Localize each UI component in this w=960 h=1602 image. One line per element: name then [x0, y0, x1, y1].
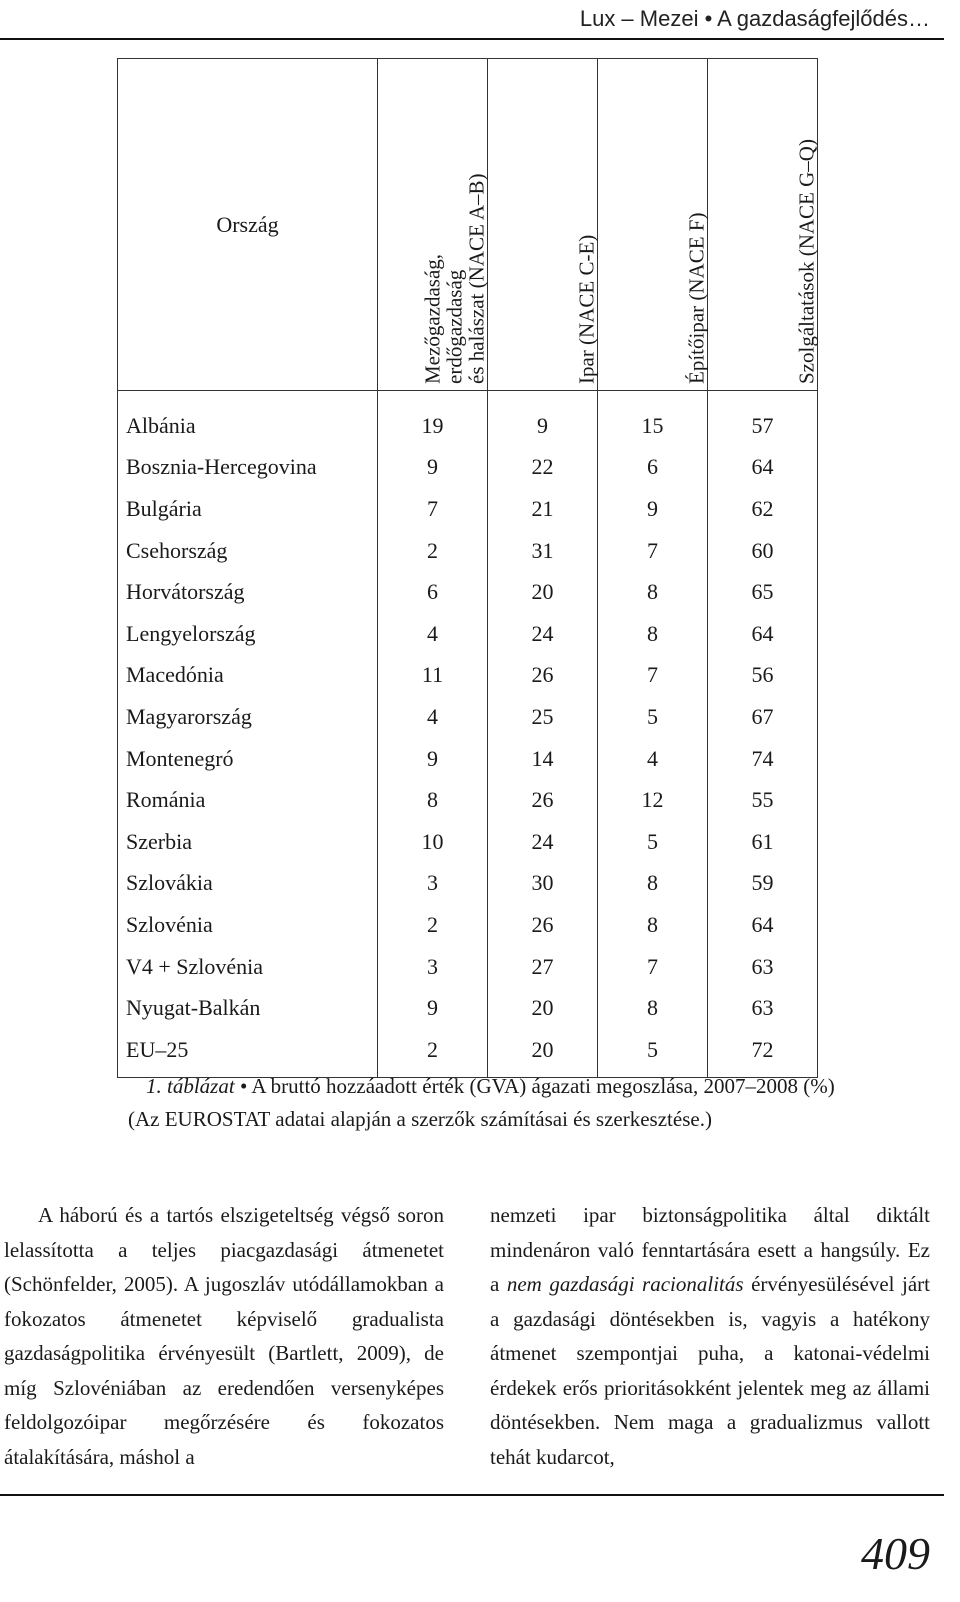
- cell-industry: 31: [488, 530, 598, 572]
- cell-construction: 5: [598, 1029, 708, 1077]
- caption-text: A bruttó hozzáadott érték (GVA) ágazati megoszlása, 2007–2008 (%): [251, 1074, 835, 1098]
- cell-construction: 7: [598, 530, 708, 572]
- cell-services: 57: [708, 391, 818, 447]
- cell-construction: 12: [598, 779, 708, 821]
- header-country: Ország: [118, 59, 378, 391]
- cell-country: Lengyelország: [118, 613, 378, 655]
- cell-services: 59: [708, 863, 818, 905]
- cell-construction: 7: [598, 655, 708, 697]
- paragraph-right: [490, 1198, 930, 1474]
- cell-agri: 9: [378, 987, 488, 1029]
- cell-agri: 9: [378, 738, 488, 780]
- table-row: [118, 696, 818, 738]
- cell-country: Montenegró: [118, 738, 378, 780]
- cell-services: 60: [708, 530, 818, 572]
- cell-agri: 6: [378, 571, 488, 613]
- cell-services: 63: [708, 946, 818, 988]
- cell-agri: 3: [378, 946, 488, 988]
- cell-agri: 4: [378, 696, 488, 738]
- cell-country: Horvátország: [118, 571, 378, 613]
- paragraph-left: A háború és a tartós elszigeteltség végső soron lelassította a teljes piacgazdasági átmenetet (Schönfelder, 2005). A jugoszláv utódállamokban a fokozatos átmenetet képviselő gradualista gazdaságpolitika érvényesült (Bartlett, 2009), de míg Szlovéniában az eredendően versenyképes feldolgozóipar megőrzésére és fokozatos átalakítására, máshol a: [4, 1203, 444, 1469]
- cell-industry: 27: [488, 946, 598, 988]
- cell-services: 67: [708, 696, 818, 738]
- cell-agri: 11: [378, 655, 488, 697]
- cell-country: Csehország: [118, 530, 378, 572]
- table-caption: [120, 1070, 910, 1136]
- cell-industry: 9: [488, 391, 598, 447]
- cell-agri: 3: [378, 863, 488, 905]
- table-row: [118, 447, 818, 489]
- table-row: [118, 655, 818, 697]
- cell-construction: 8: [598, 904, 708, 946]
- cell-agri: 2: [378, 1029, 488, 1077]
- cell-country: Bulgária: [118, 488, 378, 530]
- table-row: [118, 571, 818, 613]
- table-row: [118, 779, 818, 821]
- cell-agri: 8: [378, 779, 488, 821]
- caption-bullet: •: [239, 1074, 248, 1098]
- caption-line: [120, 1070, 910, 1103]
- cell-construction: 4: [598, 738, 708, 780]
- cell-services: 64: [708, 904, 818, 946]
- header-services-label: Szolgáltatások (NACE G–Q): [794, 139, 818, 384]
- cell-agri: 2: [378, 904, 488, 946]
- cell-construction: 9: [598, 488, 708, 530]
- cell-country: Románia: [118, 779, 378, 821]
- table-row: [118, 391, 818, 447]
- cell-services: 62: [708, 488, 818, 530]
- cell-services: 63: [708, 987, 818, 1029]
- paragraph-right-part2: érvényesülésével járt a gazdasági döntésekben is, vagyis a hatékony átmenet szempontjai puha, a katonai-védelmi érdekek erős prioritásokként jelentek meg az állami döntésekben. Nem maga a gradualizmus vallott tehát kudarcot,: [490, 1272, 930, 1469]
- table-row: [118, 904, 818, 946]
- cell-industry: 25: [488, 696, 598, 738]
- cell-agri: 7: [378, 488, 488, 530]
- cell-agri: 9: [378, 447, 488, 489]
- cell-industry: 24: [488, 821, 598, 863]
- table-row: [118, 946, 818, 988]
- cell-country: Bosznia-Hercegovina: [118, 447, 378, 489]
- header-rule: [0, 38, 944, 40]
- cell-services: 55: [708, 779, 818, 821]
- cell-industry: 20: [488, 1029, 598, 1077]
- cell-industry: 14: [488, 738, 598, 780]
- cell-services: 64: [708, 447, 818, 489]
- cell-agri: 4: [378, 613, 488, 655]
- cell-country: V4 + Szlovénia: [118, 946, 378, 988]
- cell-services: 74: [708, 738, 818, 780]
- cell-country: Szlovákia: [118, 863, 378, 905]
- cell-industry: 22: [488, 447, 598, 489]
- cell-construction: 5: [598, 696, 708, 738]
- cell-agri: 10: [378, 821, 488, 863]
- cell-construction: 5: [598, 821, 708, 863]
- caption-label: 1. táblázat: [146, 1074, 235, 1098]
- cell-construction: 8: [598, 863, 708, 905]
- cell-agri: 2: [378, 530, 488, 572]
- table-row: [118, 821, 818, 863]
- cell-country: EU–25: [118, 1029, 378, 1077]
- cell-services: 72: [708, 1029, 818, 1077]
- caption-source: (Az EUROSTAT adatai alapján a szerzők számításai és szerkesztése.): [128, 1107, 712, 1131]
- cell-construction: 8: [598, 987, 708, 1029]
- running-head: Lux – Mezei • A gazdaságfejlődés…: [579, 6, 930, 31]
- table-row: [118, 613, 818, 655]
- text-column-left: [4, 1198, 444, 1474]
- cell-country: Magyarország: [118, 696, 378, 738]
- cell-industry: 21: [488, 488, 598, 530]
- header-construction: [598, 59, 708, 391]
- table-row: [118, 863, 818, 905]
- cell-industry: 26: [488, 655, 598, 697]
- gva-table: [117, 58, 818, 1078]
- cell-services: 64: [708, 613, 818, 655]
- cell-industry: 20: [488, 987, 598, 1029]
- cell-industry: 26: [488, 904, 598, 946]
- cell-industry: 30: [488, 863, 598, 905]
- header-construction-label: Építőipar (NACE F): [684, 212, 708, 384]
- cell-construction: 15: [598, 391, 708, 447]
- cell-country: Macedónia: [118, 655, 378, 697]
- header-agriculture-line1: Mezőgazdaság,: [420, 253, 444, 384]
- cell-services: 56: [708, 655, 818, 697]
- cell-construction: 6: [598, 447, 708, 489]
- header-agriculture: [378, 59, 488, 391]
- cell-country: Szerbia: [118, 821, 378, 863]
- header-industry-label: Ipar (NACE C-E): [574, 234, 598, 384]
- cell-country: Szlovénia: [118, 904, 378, 946]
- table-header-row: [118, 59, 818, 391]
- paragraph-right-emphasis: nem gazdasági racionalitás: [506, 1272, 744, 1296]
- header-industry: [488, 59, 598, 391]
- table-row: [118, 488, 818, 530]
- header-services: [708, 59, 818, 391]
- cell-services: 61: [708, 821, 818, 863]
- header-agriculture-line3: és halászat (NACE A–B): [464, 173, 488, 384]
- cell-industry: 26: [488, 779, 598, 821]
- cell-agri: 19: [378, 391, 488, 447]
- table-row: [118, 530, 818, 572]
- cell-industry: 24: [488, 613, 598, 655]
- cell-country: Albánia: [118, 391, 378, 447]
- cell-country: Nyugat-Balkán: [118, 987, 378, 1029]
- cell-construction: 7: [598, 946, 708, 988]
- cell-construction: 8: [598, 613, 708, 655]
- paragraph-right-part1: nemzeti ipar biztonságpolitika által diktált mindenáron való fenntartására esett a hangsúly. Ez a: [490, 1203, 930, 1296]
- cell-industry: 20: [488, 571, 598, 613]
- header-agriculture-line2: erdőgazdaság: [442, 269, 466, 384]
- table-row: [118, 987, 818, 1029]
- text-column-right: [490, 1198, 930, 1474]
- table-body: [118, 391, 818, 1078]
- cell-services: 65: [708, 571, 818, 613]
- footer-rule: [0, 1494, 944, 1496]
- table-row: [118, 738, 818, 780]
- cell-construction: 8: [598, 571, 708, 613]
- page-number: 409: [861, 1528, 930, 1579]
